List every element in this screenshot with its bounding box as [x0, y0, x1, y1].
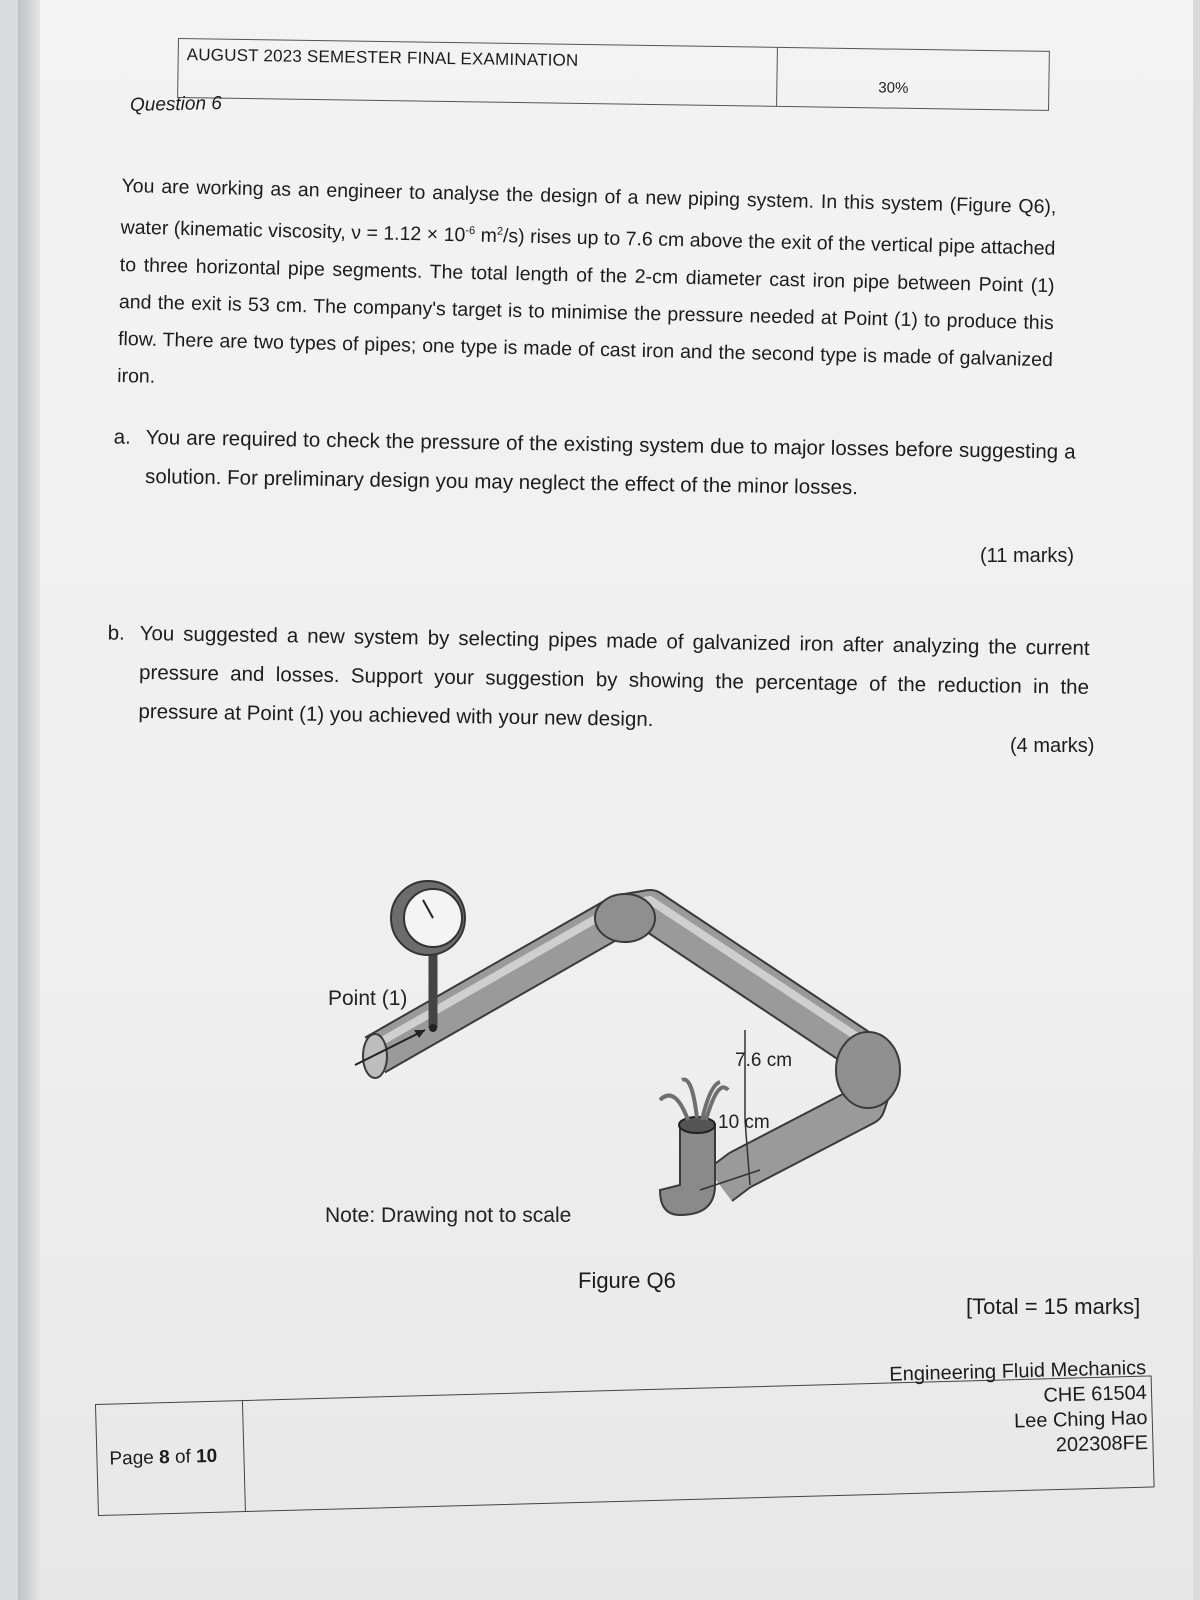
height-label: 7.6 cm [735, 1050, 793, 1071]
intro-text-1: You are working as an engineer to analyse the design of a new piping system. In this system (Figure Q6), water (kinematic viscosity, ν = 1.12 × 10 [120, 174, 1057, 247]
pipe-exit [679, 1117, 715, 1133]
part-a-marks: (11 marks) [980, 545, 1075, 567]
part-b [107, 614, 1090, 746]
pipe-body [375, 910, 875, 1185]
page-prefix: Page [109, 1447, 160, 1470]
page-of: of [169, 1446, 197, 1469]
intro-exponent: -6 [465, 224, 476, 238]
exam-header [177, 38, 1050, 111]
part-a-text: You are required to check the pressure of the existing system due to major losses before suggesting a solution. For preliminary design you may neglect the effect of the minor losses. [144, 425, 1076, 500]
intro-text-3: /s) rises up to 7.6 cm above the exit of the vertical pipe attached to three horizontal pipe segments. The total length of the 2-cm diameter cast iron pipe between Point (1) and the exit is 53 cm. The company's target is to minimise the pressure needed at Point (1) to produce this flow. There are two types of pipes; one type is made of cast iron and the second type is made of galvanized iron. [117, 225, 1056, 388]
part-a-letter: a. [113, 425, 131, 449]
lecturer-name: Lee Ching Hao [1013, 1406, 1148, 1433]
drawing-note: Note: Drawing not to scale [325, 1204, 572, 1227]
question-intro [117, 168, 1057, 416]
course-info [889, 1356, 1148, 1463]
page-total: 10 [195, 1445, 218, 1468]
session-code: 202308FE [1055, 1431, 1149, 1457]
course-name: Engineering Fluid Mechanics [889, 1356, 1147, 1386]
part-b-letter: b. [107, 621, 125, 645]
elbow-1 [595, 894, 655, 942]
point-1-label: Point (1) [328, 987, 408, 1010]
figure-q6 [320, 870, 960, 1270]
intro-square: 2 [496, 225, 504, 238]
exam-weight: 30% [878, 79, 909, 97]
page-current: 8 [158, 1447, 170, 1469]
page-edge-shadow [18, 0, 40, 1600]
gauge-tap [429, 1024, 437, 1032]
page-number [109, 1446, 217, 1471]
elbow-2 [836, 1032, 900, 1108]
part-b-text: You suggested a new system by selecting pipes made of galvanized iron after analyzing the current pressure and losses. Support your suggestion by showing the percentage of the reduction in the pressure at Point (1) you achieved with your new design. [138, 621, 1090, 732]
figure-caption: Figure Q6 [578, 1268, 676, 1293]
part-a [113, 418, 1076, 511]
vertical-exit-pipe [660, 1125, 715, 1215]
part-b-marks: (4 marks) [1010, 735, 1095, 757]
question-number: Question 6 [129, 93, 223, 116]
course-code: CHE 61504 [1043, 1381, 1148, 1407]
total-marks: [Total = 15 marks] [966, 1294, 1141, 1319]
header-divider [776, 48, 778, 106]
footer-divider [242, 1401, 246, 1511]
rise-label: 10 cm [718, 1112, 770, 1133]
exam-title: AUGUST 2023 SEMESTER FINAL EXAMINATION [186, 45, 579, 70]
piping-diagram [320, 870, 960, 1270]
intro-text-2: m [474, 224, 498, 248]
